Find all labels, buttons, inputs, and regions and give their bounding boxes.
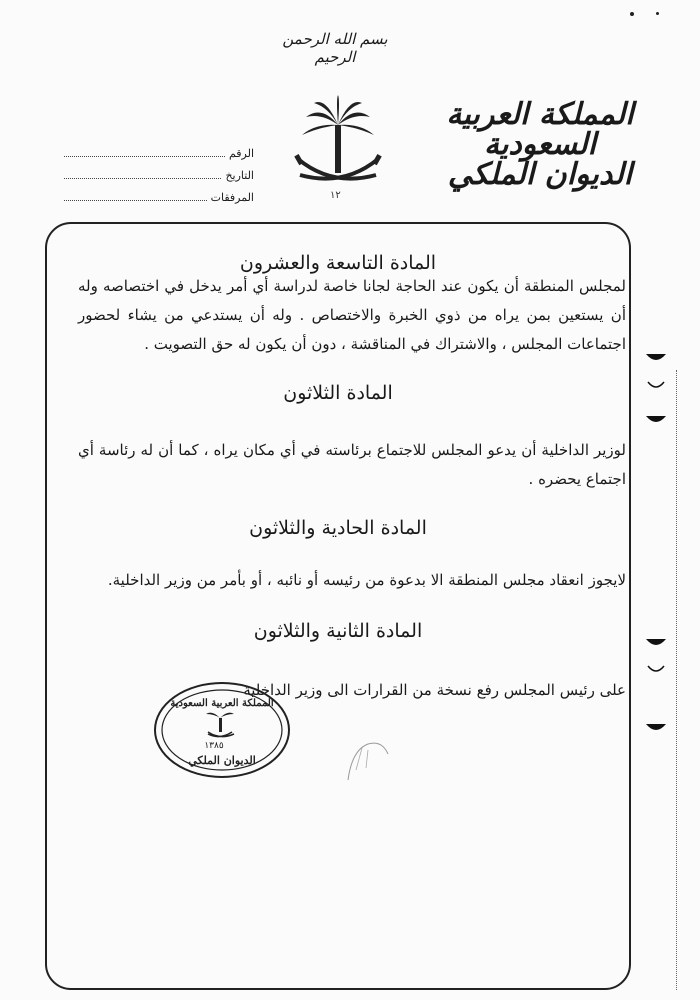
palm-swords-emblem (292, 95, 384, 205)
binder-hole-mark (645, 664, 667, 676)
attachments-label: المرفقات (210, 191, 254, 204)
article-31-title: المادة الحادية والثلاثون (249, 517, 427, 539)
binder-hole-mark (645, 414, 667, 426)
date-blank (64, 168, 221, 179)
article-29-text: لمجلس المنطقة أن يكون عند الحاجة لجانا خاصة لدراسة أي أمر يدخل في اختصاصه وله أن يستعين بمن يراه من ذوي الخبرة والاختصاص . وله أن يستدعي من يشاء لحضور اجتماعات المجلس ، والاشتراك في المناقشة ، دون أن يكون له حق التصويت . (78, 277, 626, 353)
article-30-title: المادة الثلاثون (283, 382, 393, 404)
seal-year: ١٣٨٥ (204, 741, 224, 751)
basmala: بسم الله الرحمن الرحيم (282, 30, 388, 66)
number-field (64, 143, 254, 165)
article-32-text: على رئيس المجلس رفع نسخة من القرارات الى وزير الداخلية (243, 681, 626, 699)
binder-hole-mark (645, 637, 667, 649)
reference-fields (64, 143, 254, 209)
royal-court-title: الديوان الملكي (447, 157, 633, 192)
seal-bottom-text: الديوان الملكي (188, 754, 256, 767)
article-30-text: لوزير الداخلية أن يدعو المجلس للاجتماع برئاسته في أي مكان يراه ، كما أن له رئاسة أي اجتماع يحضره . (78, 441, 626, 488)
attachments-blank (64, 190, 207, 201)
scan-speck (630, 12, 634, 16)
date-label: التاريخ (225, 169, 254, 182)
binder-hole-mark (645, 722, 667, 734)
royal-court-seal (152, 680, 292, 780)
number-label: الرقم (228, 147, 254, 160)
pencil-annotation (338, 730, 398, 790)
date-field (64, 165, 254, 187)
article-32-title: المادة الثانية والثلاثون (253, 620, 423, 642)
emblem-number: ١٢ (330, 190, 341, 201)
binder-hole-mark (645, 352, 667, 364)
seal-top-text: المملكة العربية السعودية (170, 698, 274, 709)
binder-hole-mark (645, 380, 667, 392)
article-31-text: لايجوز انعقاد مجلس المنطقة الا بدعوة من رئيسه أو نائبه ، أو بأمر من وزير الداخلية. (107, 571, 626, 589)
margin-dotted-line (676, 370, 681, 990)
scan-speck (656, 12, 659, 15)
number-blank (64, 146, 225, 157)
seal-emblem (206, 713, 234, 737)
kingdom-title: المملكة العربية السعودية (446, 97, 634, 162)
attachments-field (64, 187, 254, 209)
article-29-title: المادة التاسعة والعشرون (239, 252, 437, 274)
